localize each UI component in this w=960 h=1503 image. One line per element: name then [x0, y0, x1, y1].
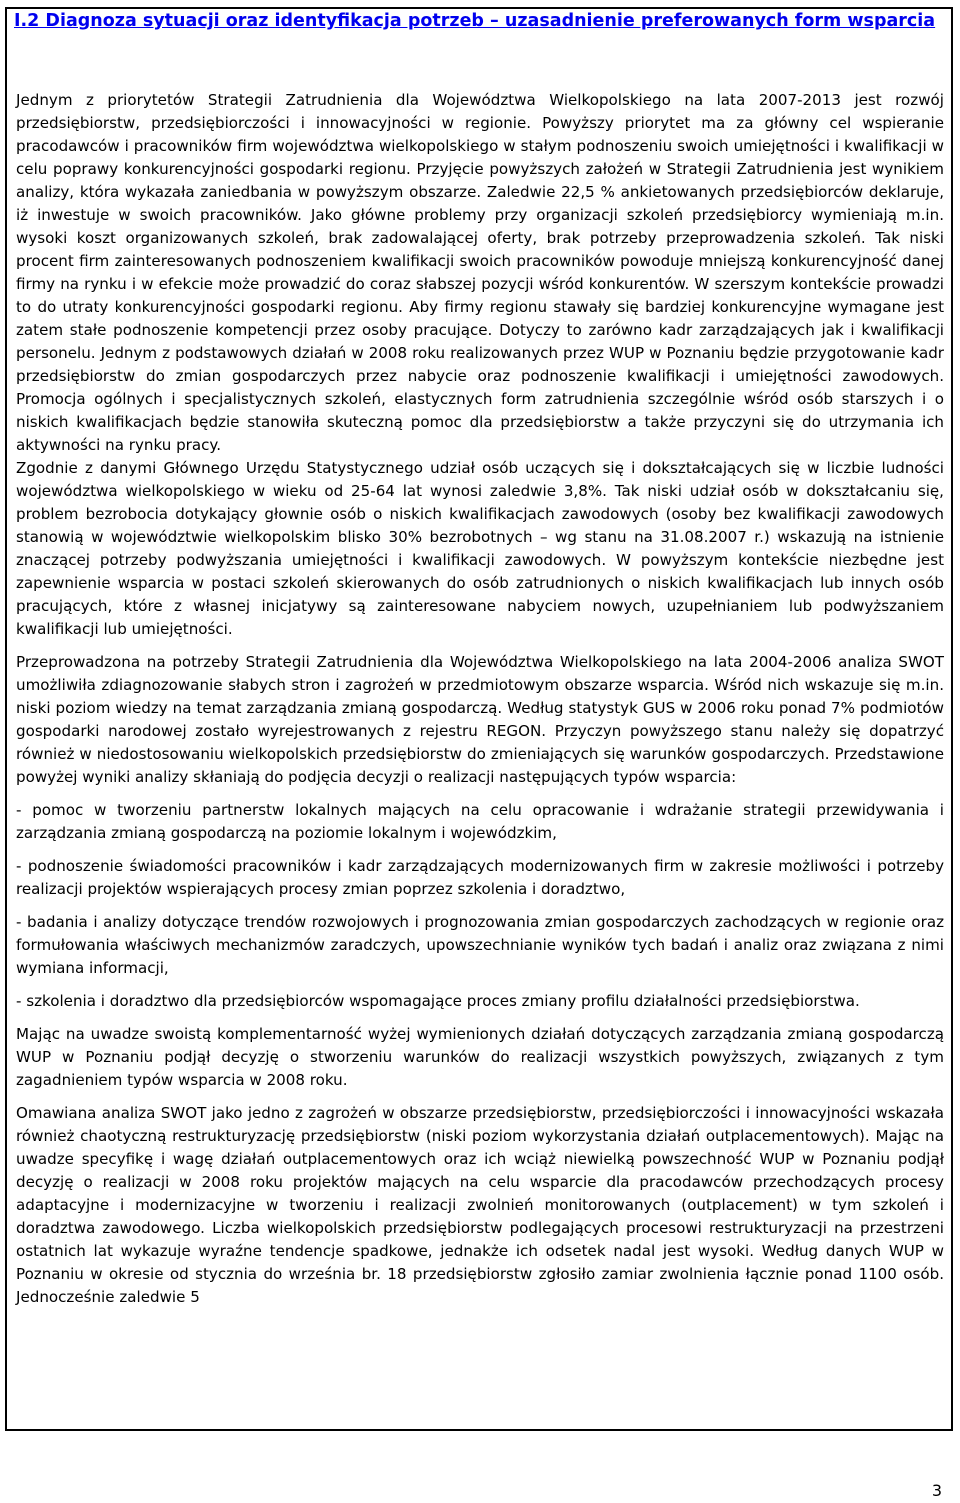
paragraph-complementarity: Mając na uwadze swoistą komplementarność wyżej wymienionych działań dotyczących zarządzania zmianą gospodarczą WUP w Poznaniu podjął decyzję o stworzeniu warunków do realizacji wszystkich powyższych, związanych z tym zagadnieniem typów wsparcia w 2008 roku.: [16, 1025, 944, 1089]
paragraph-outplacement: Omawiana analiza SWOT jako jedno z zagrożeń w obszarze przedsiębiorstw, przedsiębiorczości i innowacyjności wskazała również chaotyczną restrukturyzację przedsiębiorstw (niski poziom wykorzystania działań outplacementowych). Mając na uwadze specyfikę i wagę działań outplacementowych oraz ich wciąż niewielką powszechność WUP w Poznaniu podjął decyzję o realizacji w 2008 roku projektów mających na celu wsparcie dla pracodawców przechodzących procesy adaptacyjne i modernizacyjne w tworzeniu i realizacji zwolnień monitorowanych (outplacement) w tym szkoleń i doradztwa zawodowego. Liczba wielkopolskich przedsiębiorstw podlegających procesowi restrukturyzacji na przestrzeni ostatnich lat wykazuje wyraźne tendencje spadkowe, jednakże ich odsetek nadal jest wysoki. Według danych WUP w Poznaniu w okresie od stycznia do września br. 18 przedsiębiorstw zgłosiło zamiar zwolnienia łącznie ponad 1100 osób. Jednocześnie zaledwie 5: [16, 1104, 944, 1306]
paragraph-swot-analysis: Przeprowadzona na potrzeby Strategii Zatrudnienia dla Województwa Wielkopolskiego na lata 2004-2006 analiza SWOT umożliwiła zdiagnozowanie słabych stron i zagrożeń w przedmiotowym obszarze wsparcia. Wśród nich wskazuje się m.in. niski poziom wiedzy na temat zarządzania zmianą gospodarczą. Według statystyk GUS w 2006 roku ponad 7% podmiotów gospodarki narodowej zostało wyrejestrowanych z rejestru REGON. Przyczyn powyższego stanu należy się dopatrzyć również w niedostosowaniu wielkopolskich przedsiębiorstw do zmieniających się warunków gospodarczych. Przedstawione powyżej wyniki analizy skłaniają do podjęcia decyzji o realizacji następujących typów wsparcia:: [16, 653, 944, 786]
list-item: - podnoszenie świadomości pracowników i kadr zarządzających modernizowanych firm w zakresie możliwości i potrzeby realizacji projektów wspierających procesy zmian poprzez szkolenia i doradztwo,: [16, 857, 944, 898]
page-number: 3: [931, 1481, 942, 1500]
document-body: [16, 89, 944, 1309]
section-heading: I.2 Diagnoza sytuacji oraz identyfikacja potrzeb – uzasadnienie preferowanych form wsparcia: [14, 11, 936, 31]
paragraph-priorities: Jednym z priorytetów Strategii Zatrudnienia dla Województwa Wielkopolskiego na lata 2007-2013 jest rozwój przedsiębiorstw, przedsiębiorczości i innowacyjności w regionie. Powyższy priorytet ma za główny cel wspieranie pracodawców i pracowników firm województwa wielkopolskiego w stałym podnoszeniu swoich umiejętności i kwalifikacji w celu poprawy konkurencyjności gospodarki regionu. Przyjęcie powyższych założeń w Strategii Zatrudnienia jest wynikiem analizy, która wykazała zaniedbania w powyższym obszarze. Zaledwie 22,5 % ankietowanych przedsiębiorców deklaruje, iż inwestuje w swoich pracowników. Jako główne problemy przy organizacji szkoleń przedsiębiorcy wymieniają m.in. wysoki koszt organizowanych szkoleń, brak zadowalającej oferty, brak potrzeby przeprowadzenia szkoleń. Tak niski procent firm zainteresowanych podnoszeniem kwalifikacji swoich pracowników powoduje mniejszą konkurencyjność danej firmy na rynku i w efekcie może prowadzić do coraz słabszej pozycji wśród konkurentów. W szerszym kontekście prowadzi to do utraty konkurencyjności gospodarki regionu. Aby firmy regionu stawały się bardziej konkurencyjne wymagane jest zatem stałe podnoszenie kompetencji przez osoby pracujące. Dotyczy to zarówno kadr zarządzających jak i kwalifikacji personelu. Jednym z podstawowych działań w 2008 roku realizowanych przez WUP w Poznaniu będzie przygotowanie kadr przedsiębiorstw do zmian gospodarczych przez nabycie oraz podnoszenie kwalifikacji i umiejętności zawodowych. Promocja ogólnych i specjalistycznych szkoleń, elastycznych form zatrudnienia szczególnie wśród osób starszych i o niskich kwalifikacjach będzie stanowiła skuteczną pomoc dla przedsiębiorstw a także przyczyni się do utrzymania ich aktywności na rynku pracy.: [16, 91, 944, 454]
list-item: - badania i analizy dotyczące trendów rozwojowych i prognozowania zmian gospodarczych zachodzących w regionie oraz formułowania właściwych mechanizmów zaradczych, upowszechnianie wyników tych badań i analiz oraz związana z nimi wymiana informacji,: [16, 913, 944, 977]
paragraph-gus-data: Zgodnie z danymi Głównego Urzędu Statystycznego udział osób uczących się i dokształcających się w liczbie ludności województwa wielkopolskiego w wieku od 25-64 lat wynosi zaledwie 3,8%. Tak niski udział osób w dokształcaniu się, problem bezrobocia dotykający głownie osób o niskich kwalifikacjach zawodowych (osoby bez kwalifikacji zawodowych stanowią w województwie wielkopolskim blisko 30% bezrobotnych – wg stanu na 31.08.2007 r.) wskazują na istnienie znaczącej potrzeby podwyższania umiejętności i kwalifikacji zawodowych. W powyższym kontekście niezbędne jest zapewnienie wsparcia w postaci szkoleń skierowanych do osób zatrudnionych o niskich kwalifikacjach lub innych osób pracujących, które z własnej inicjatywy są zainteresowane nabyciem nowych, uzupełnianiem lub podwyższaniem kwalifikacji lub umiejętności.: [16, 459, 944, 638]
list-item: - szkolenia i doradztwo dla przedsiębiorców wspomagające proces zmiany profilu działalności przedsiębiorstwa.: [16, 992, 860, 1010]
list-item: - pomoc w tworzeniu partnerstw lokalnych mających na celu opracowanie i wdrażanie strategii przewidywania i zarządzania zmianą gospodarczą na poziomie lokalnym i wojewódzkim,: [16, 801, 944, 842]
